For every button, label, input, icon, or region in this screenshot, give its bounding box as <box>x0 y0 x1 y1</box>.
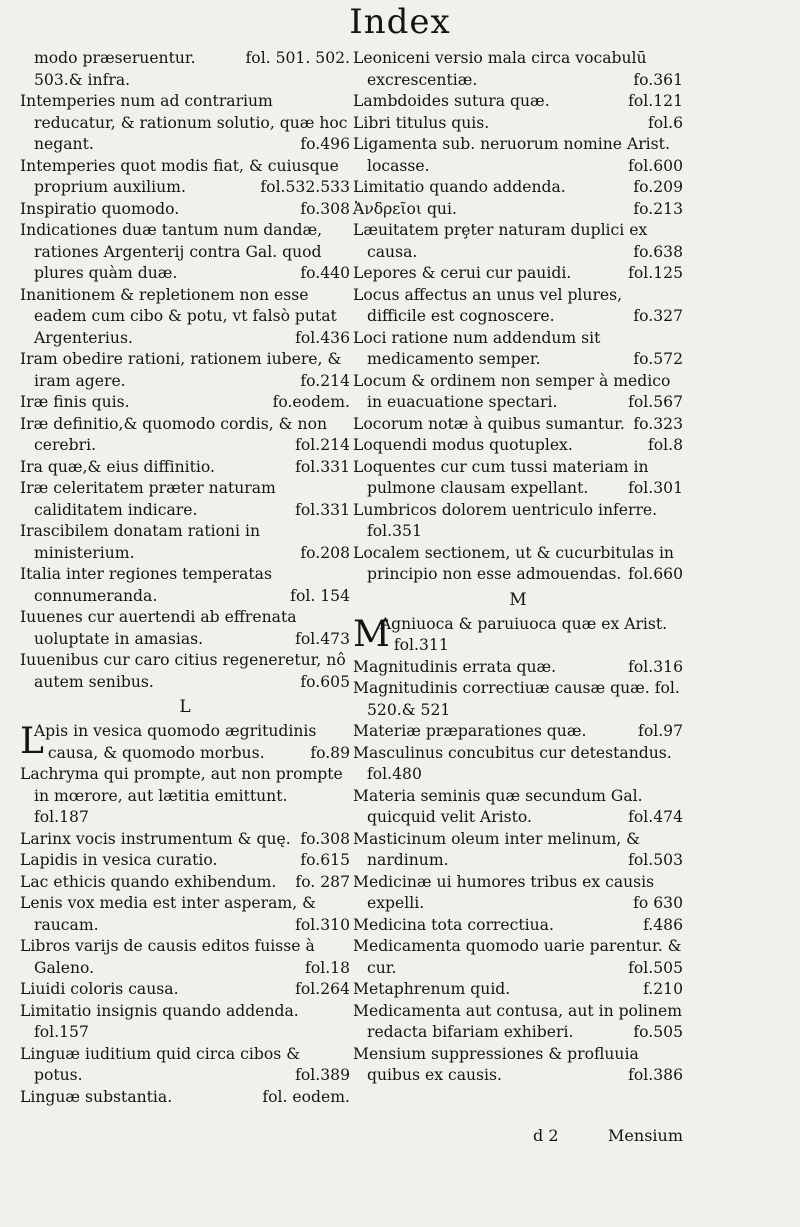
entry-text: Locus affectus an unus vel plures, difficile est cognoscere. <box>353 285 623 325</box>
index-entry <box>353 285 683 328</box>
entry-text: Irascibilem donatam rationi in ministerium. <box>20 522 260 562</box>
index-entry <box>353 614 683 657</box>
entry-text: Iram obedire rationi, rationem iubere, & iram agere. <box>20 350 342 390</box>
entry-text: Linguæ substantia. <box>20 1087 173 1106</box>
folio-reference: fol.214 <box>289 435 350 457</box>
folio-reference: fo.496 <box>294 134 350 156</box>
index-entry <box>353 263 683 285</box>
index-entry <box>353 872 683 915</box>
index-entry <box>353 678 683 721</box>
entry-text: Magnitudinis errata quæ. <box>353 657 557 676</box>
index-entry <box>20 199 350 221</box>
initial-letter: L <box>20 721 44 762</box>
index-entry <box>353 371 683 414</box>
folio-reference: fol.125 <box>622 263 683 285</box>
entry-text: Apis in vesica quomodo ægritudinis causa, & quomodo morbus. <box>33 722 317 762</box>
index-entry <box>353 199 683 221</box>
index-entry <box>20 764 350 807</box>
entry-text: Ligamenta sub. neruorum nomine Arist. locasse. <box>353 135 670 175</box>
entry-text: Indicationes duæ tantum num dandæ, rationes Argenterij contra Gal. quod plures quàm duæ. <box>20 221 323 282</box>
entry-text: Limitatio quando addenda. <box>353 178 566 196</box>
entry-text: Medicamenta quomodo uarie parentur. & cur. <box>353 937 682 977</box>
index-entry <box>20 285 350 350</box>
index-entry <box>20 478 350 521</box>
index-entry <box>353 657 683 679</box>
entry-text: Magnitudinis correctiuæ causæ quæ. fol. 520.& 521 <box>353 679 680 719</box>
folio-reference: fol.474 <box>622 807 683 829</box>
entry-text: Lachryma qui prompte, aut non prompte in mœrore, aut lætitia emittunt. <box>20 765 343 805</box>
entry-text: Limitatio insignis quando addenda. <box>20 1001 299 1020</box>
folio-reference: fol.8 <box>642 435 683 457</box>
folio-reference: fol.386 <box>622 1065 683 1087</box>
index-entry <box>20 48 350 70</box>
entry-text: fol.480 <box>367 765 422 783</box>
entry-text: 503.& infra. <box>34 70 131 89</box>
folio-reference: fo.327 <box>627 306 683 328</box>
index-entry <box>20 1001 350 1023</box>
entry-text: Medicinæ ui humores tribus ex causis expelli. <box>353 872 655 912</box>
entry-text: fol.187 <box>34 808 89 826</box>
index-entry <box>353 1001 683 1044</box>
folio-reference: fol. eodem. <box>256 1087 350 1109</box>
signature-mark: d 2 <box>533 1126 559 1145</box>
folio-reference: fol.503 <box>622 850 683 872</box>
index-entry <box>353 915 683 937</box>
entry-text: Larinx vocis instrumentum & quę. <box>20 829 291 848</box>
entry-text: Loquentes cur cum tussi materiam in pulmone clausam expellant. <box>353 457 649 497</box>
entry-text: Locum & ordinem non semper à medico in euacuatione spectari. <box>353 371 671 411</box>
index-entry <box>353 829 683 872</box>
entry-text: Iræ celeritatem præter naturam caliditatem indicare. <box>20 479 276 519</box>
right-column <box>353 48 683 1087</box>
entry-text: Loci ratione num addendum sit medicamento semper. <box>353 328 601 368</box>
index-entry <box>20 721 350 764</box>
index-entry <box>20 564 350 607</box>
entry-text: fol.351 <box>367 522 422 540</box>
folio-reference: fol.316 <box>622 657 683 679</box>
index-entry <box>20 807 350 829</box>
section-letter: L <box>179 697 191 717</box>
index-entry <box>20 457 350 479</box>
folio-reference: fo 630 <box>627 893 683 915</box>
entry-text: Iuuenes cur auertendi ab effrenata uoluptate in amasias. <box>20 608 297 648</box>
entry-text: Libri titulus quis. <box>353 113 490 132</box>
index-entry <box>353 721 683 743</box>
folio-reference: fo.605 <box>294 672 350 694</box>
folio-reference: fo.505 <box>627 1022 683 1044</box>
folio-reference: fo.308 <box>294 829 350 851</box>
folio-reference: fol.18 <box>299 958 350 980</box>
index-entry <box>353 743 683 765</box>
index-entry <box>20 650 350 693</box>
index-entry <box>20 829 350 851</box>
index-entry <box>353 500 683 522</box>
entry-text: Materia seminis quæ secundum Gal. quicquid velit Aristo. <box>353 786 643 826</box>
folio-reference: fo.323 <box>627 414 683 436</box>
entry-text: modo præseruentur. <box>34 49 196 67</box>
index-entry <box>353 764 683 786</box>
entry-text: Masculinus concubitus cur detestandus. <box>353 743 672 762</box>
index-entry <box>20 91 350 156</box>
index-entry <box>20 349 350 392</box>
folio-reference: fo.208 <box>294 543 350 565</box>
entry-text: fol.157 <box>34 1023 89 1041</box>
entry-text: Linguæ iuditium quid circa cibos & potus. <box>20 1044 301 1084</box>
index-entry <box>20 893 350 936</box>
entry-text: Lenis vox media est inter asperam, & raucam. <box>20 894 316 934</box>
index-entry <box>353 1044 683 1087</box>
folio-reference: fol.505 <box>622 958 683 980</box>
index-entry <box>20 70 350 92</box>
entry-text: Intemperies num ad contrarium reducatur, & rationum solutio, quæ hoc negant. <box>20 92 348 153</box>
entry-text: Mensium suppressiones & profluuia quibus ex causis. <box>353 1044 639 1084</box>
index-entry <box>20 1022 350 1044</box>
index-entry <box>353 457 683 500</box>
page-title: Index <box>349 2 451 42</box>
entry-text: Iuuenibus cur caro citius regeneretur, nô autem senibus. <box>20 651 346 691</box>
entry-text: Læuitatem prȩter naturam duplici ex causa. <box>353 221 648 261</box>
index-entry <box>353 786 683 829</box>
entry-text: Materiæ præparationes quæ. <box>353 722 587 740</box>
entry-text: Agniuoca & paruiuoca quæ ex Arist. fol.311 <box>379 614 668 654</box>
folio-reference: fo.440 <box>294 263 350 285</box>
entry-text: Ἀνδρεῖοι qui. <box>353 199 457 218</box>
index-entry <box>20 521 350 564</box>
entry-text: Masticinum oleum inter melinum, & nardinum. <box>353 829 641 869</box>
index-entry <box>353 543 683 586</box>
folio-reference: fol.97 <box>632 721 683 743</box>
entry-text: Iræ finis quis. <box>20 393 130 411</box>
entry-text: Lambdoides sutura quæ. <box>353 92 550 110</box>
folio-reference: fol.6 <box>642 113 683 135</box>
folio-reference: fo.213 <box>627 199 683 221</box>
entry-text: Inspiratio quomodo. <box>20 199 180 218</box>
folio-reference: fol.567 <box>622 392 683 414</box>
catchword: Mensium <box>608 1126 683 1145</box>
entry-text: Medicamenta aut contusa, aut in polinem redacta bifariam exhiberi. <box>353 1001 682 1041</box>
folio-reference: fo.89 <box>304 743 350 765</box>
folio-reference: fo.361 <box>627 70 683 92</box>
entry-text: Intemperies quot modis fiat, & cuiusque proprium auxilium. <box>20 156 339 196</box>
index-entry <box>20 392 350 414</box>
folio-reference: fo.209 <box>627 177 683 199</box>
index-entry <box>353 979 683 1001</box>
index-entry <box>353 328 683 371</box>
folio-reference: fol.436 <box>289 328 350 350</box>
entry-text: Localem sectionem, ut & cucurbitulas in principio non esse admouendas. <box>353 543 674 583</box>
entry-text: Lumbricos dolorem uentriculo inferre. <box>353 500 658 519</box>
index-entry <box>20 414 350 457</box>
folio-reference: fo.214 <box>294 371 350 393</box>
index-entry <box>353 134 683 177</box>
folio-reference: fo. 287 <box>289 872 350 894</box>
folio-reference: f.486 <box>637 915 683 937</box>
folio-reference: fol. 501. 502. <box>240 48 350 70</box>
folio-reference: fol.600 <box>622 156 683 178</box>
index-entry <box>20 1044 350 1087</box>
index-entry <box>353 435 683 457</box>
index-entry <box>20 156 350 199</box>
folio-reference: fo.615 <box>294 850 350 872</box>
index-entry <box>353 91 683 113</box>
index-entry <box>353 113 683 135</box>
entry-text: Libros varijs de causis editos fuisse à Galeno. <box>20 937 315 977</box>
folio-reference: fol.660 <box>622 564 683 586</box>
folio-reference: fol.121 <box>622 91 683 113</box>
folio-reference: fo.eodem. <box>267 392 350 414</box>
folio-reference: fol. 154 <box>284 586 350 608</box>
entry-text: Loquendi modus quotuplex. <box>353 436 573 454</box>
folio-reference: fol.301 <box>622 478 683 500</box>
folio-reference: fol.532.533 <box>254 177 350 199</box>
initial-letter: M <box>353 613 390 655</box>
folio-reference: fo.572 <box>627 349 683 371</box>
index-entry <box>20 979 350 1001</box>
folio-reference: f.210 <box>637 979 683 1001</box>
entry-text: Ira quæ,& eius diffinitio. <box>20 457 215 476</box>
index-entry <box>353 521 683 543</box>
entry-text: Lepores & cerui cur pauidi. <box>353 264 572 282</box>
index-entry <box>353 220 683 263</box>
folio-reference: fol.331 <box>289 457 350 479</box>
index-entry <box>20 607 350 650</box>
entry-text: Locorum notæ à quibus sumantur. <box>353 414 625 433</box>
entry-text: Metaphrenum quid. <box>353 980 511 998</box>
entry-text: Inanitionem & repletionem non esse eadem cum cibo & potu, vt falsò putat Argenterius. <box>20 285 337 347</box>
left-column <box>20 48 350 1108</box>
index-entry <box>20 936 350 979</box>
section-letter: M <box>509 589 527 610</box>
entry-text: Liuidi coloris causa. <box>20 980 179 998</box>
folio-reference: fo.638 <box>627 242 683 264</box>
entry-text: Iræ definitio,& quomodo cordis, & non cerebri. <box>20 414 327 454</box>
index-entry <box>20 220 350 285</box>
entry-text: Medicina tota correctiua. <box>353 915 554 934</box>
folio-reference: fo.308 <box>294 199 350 221</box>
index-entry <box>20 850 350 872</box>
folio-reference: fol.389 <box>289 1065 350 1087</box>
index-entry <box>20 1087 350 1109</box>
index-entry <box>353 177 683 199</box>
folio-reference: fol.473 <box>289 629 350 651</box>
entry-text: Italia inter regiones temperatas connumeranda. <box>20 565 272 605</box>
folio-reference: fol.264 <box>289 979 350 1001</box>
index-entry <box>353 414 683 436</box>
folio-reference: fol.310 <box>289 915 350 937</box>
index-entry <box>353 936 683 979</box>
index-entry <box>353 48 683 91</box>
index-entry <box>20 872 350 894</box>
folio-reference: fol.331 <box>289 500 350 522</box>
entry-text: Lapidis in vesica curatio. <box>20 851 218 869</box>
entry-text: Lac ethicis quando exhibendum. <box>20 872 277 891</box>
entry-text: Leoniceni versio mala circa vocabulū excrescentiæ. <box>353 49 647 89</box>
